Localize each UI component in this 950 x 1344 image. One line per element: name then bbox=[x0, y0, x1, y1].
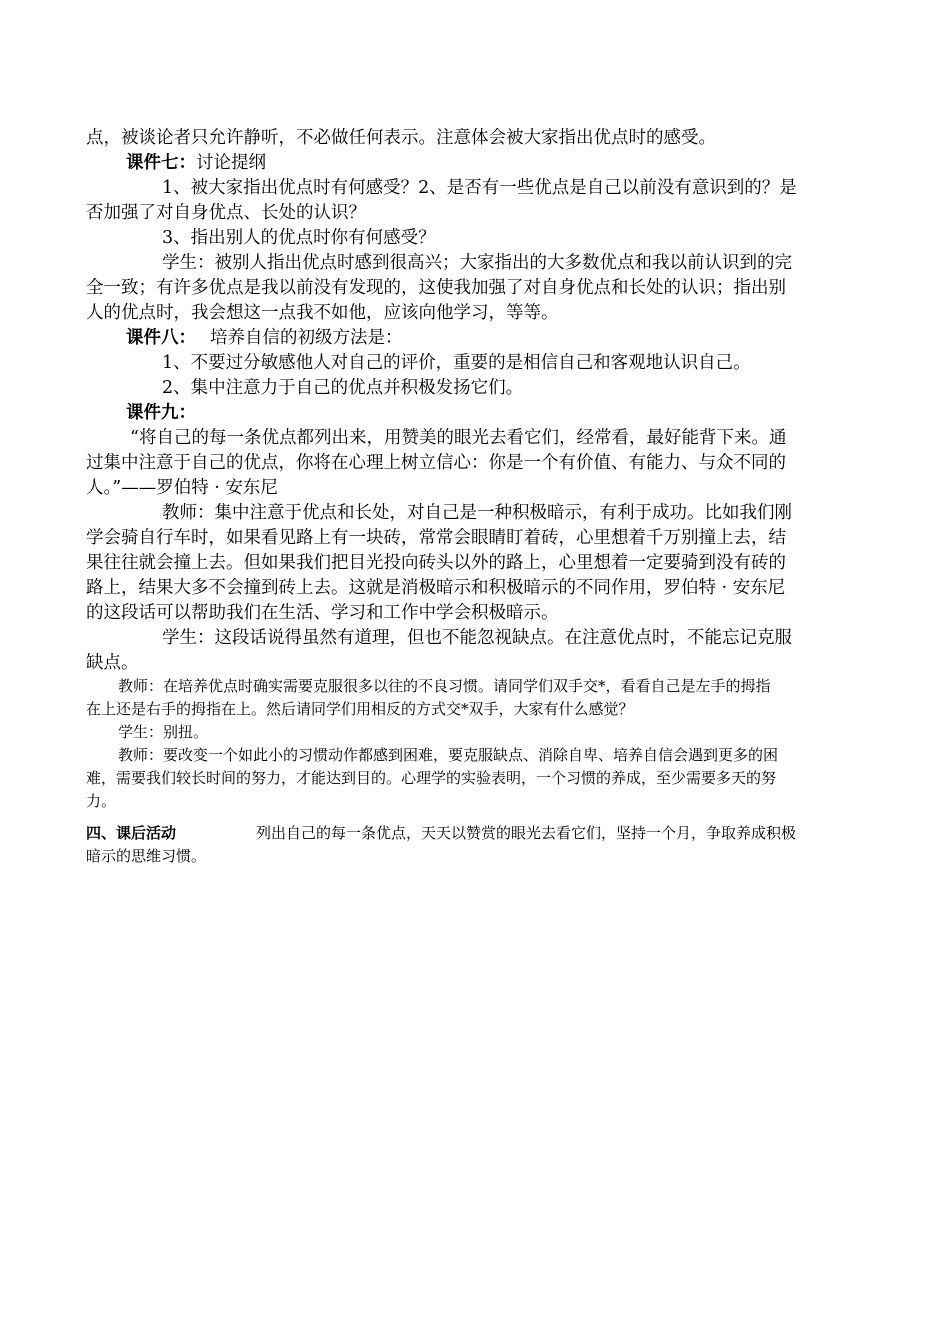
courseware-7-heading: 课件七： bbox=[126, 153, 196, 173]
text-line: 缺点。 bbox=[86, 653, 139, 673]
text-line: 教师：要改变一个如此小的习惯动作都感到困难，要克服缺点、消除自卑、培养自信会遇到更多的困 bbox=[118, 746, 779, 764]
quote-line: 人。”——罗伯特 · 安东尼 bbox=[86, 478, 278, 498]
text-line: 人的优点时，我会想这一点我不如他，应该向他学习，等等。 bbox=[86, 303, 559, 323]
text-line: 的这段话可以帮助我们在生活、学习和工作中学会积极暗示。 bbox=[86, 603, 559, 623]
text-line: 全一致；有许多优点是我以前没有发现的，这使我加强了对自身优点和长处的认识；指出别 bbox=[86, 278, 786, 298]
courseware-8-line: 课件八： 培养自信的初级方法是： bbox=[126, 328, 403, 348]
text-line: 力。 bbox=[86, 792, 117, 810]
text-line: 暗示的思维习惯。 bbox=[86, 847, 207, 865]
text-line: 学生：这段话说得虽然有道理，但也不能忽视缺点。在注意优点时，不能忘记克服 bbox=[162, 628, 792, 648]
text-line: 学生：被别人指出优点时感到很高兴；大家指出的大多数优点和我以前认识到的完 bbox=[162, 253, 792, 273]
text-line: 2、集中注意力于自己的优点并积极发扬它们。 bbox=[162, 378, 524, 398]
quote-line: 过集中注意于自己的优点，你将在心理上树立信心：你是一个有价值、有能力、与众不同的 bbox=[86, 453, 786, 473]
text-line: 1、被大家指出优点时有何感受？2、是否有一些优点是自己以前没有意识到的？是 bbox=[162, 178, 797, 198]
text-line: 教师：在培养优点时确实需要克服很多以往的不良习惯。请同学们双手交*，看看自己是左手的拇指 bbox=[118, 677, 771, 695]
courseware-9-heading: 课件九： bbox=[126, 403, 196, 423]
text-line: 果往往就会撞上去。但如果我们把目光投向砖头以外的路上，心里想着一定要骑到没有砖的 bbox=[86, 553, 786, 573]
quote-line: “将自己的每一条优点都列出来，用赞美的眼光去看它们，经常看，最好能背下来。通 bbox=[130, 428, 787, 448]
text-line: 难，需要我们较长时间的努力，才能达到目的。心理学的实验表明，一个习惯的养成，至少需要多天的努 bbox=[86, 769, 777, 787]
text-line: 3、指出别人的优点时你有何感受？ bbox=[162, 228, 436, 248]
section-4-line: 四、课后活动 列出自己的每一条优点，天天以赞赏的眼光去看它们，坚持一个月，争取养成积极 bbox=[86, 824, 797, 842]
courseware-7-line: 课件七：讨论提纲 bbox=[126, 153, 266, 173]
text-line: 否加强了对自身优点、长处的认识？ bbox=[86, 203, 366, 223]
text-line: 点，被谈论者只允许静听，不必做任何表示。注意体会被大家指出优点时的感受。 bbox=[86, 128, 716, 148]
text-line: 在上还是右手的拇指在上。然后请同学们用相反的方式交*双手，大家有什么感觉？ bbox=[86, 700, 634, 718]
text-line: 1、不要过分敏感他人对自己的评价，重要的是相信自己和客观地认识自己。 bbox=[162, 353, 751, 373]
section-4-heading: 四、课后活动 bbox=[86, 824, 177, 842]
text-line: 教师：集中注意于优点和长处，对自己是一种积极暗示，有利于成功。比如我们刚 bbox=[162, 503, 792, 523]
text-line: 学会骑自行车时，如果看见路上有一块砖，常常会眼睛盯着砖，心里想着千万别撞上去，结 bbox=[86, 528, 786, 548]
courseware-8-heading: 课件八： bbox=[126, 328, 196, 348]
text-line: 路上，结果大多不会撞到砖上去。这就是消极暗示和积极暗示的不同作用，罗伯特 · 安东尼 bbox=[86, 578, 786, 598]
text-line: 学生：别扭。 bbox=[118, 723, 209, 741]
